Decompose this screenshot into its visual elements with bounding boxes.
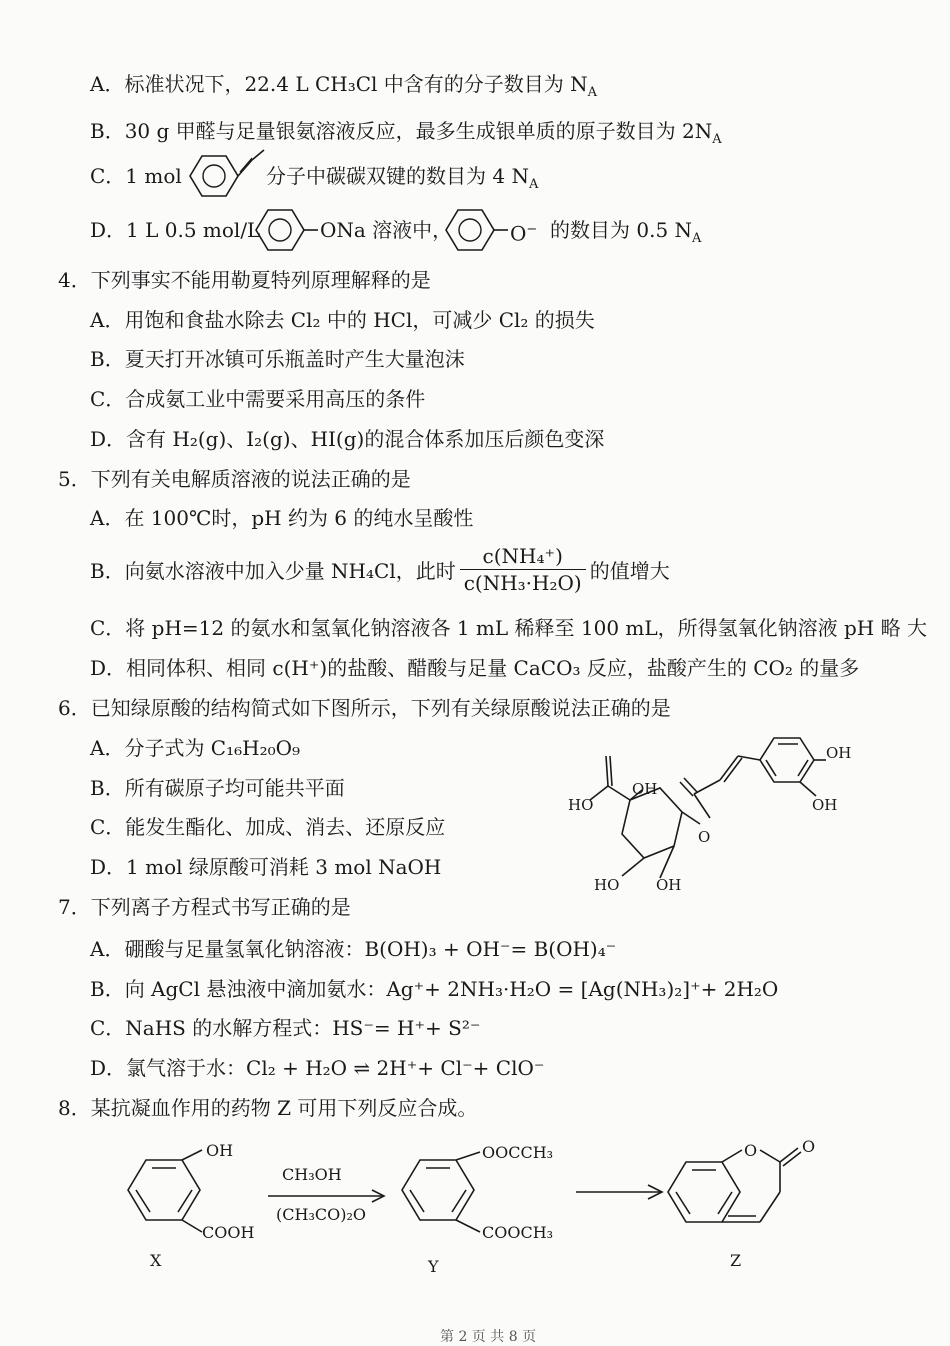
q4-option-c: C．合成氨工业中需要采用高压的条件 [90,387,426,411]
q3-option-d-sub: A [692,231,702,246]
q5-option-c: C．将 pH=12 的氨水和氢氧化钠溶液各 1 mL 稀释至 100 mL，所得氢氧化钠溶液 pH 略 大 [90,616,927,640]
q3-option-d-ona: ONa 溶液中， [320,218,453,242]
q6-option-a: A．分子式为 C₁₆H₂₀O₉ [90,736,301,760]
phenoxide-ring-icon [440,202,510,258]
q3-option-c-pre: C．1 mol [90,164,182,188]
q3-option-d-post-text: 的数目为 0.5 N [550,218,693,242]
q5-option-a: A．在 100℃时，pH 约为 6 的纯水呈酸性 [90,506,474,530]
compound-z-label: Z [730,1251,742,1270]
q7-option-a: A．硼酸与足量氢氧化钠溶液：B(OH)₃ + OH⁻= B(OH)₄⁻ [90,937,617,961]
z-carbonyl-o-label: O [802,1140,816,1156]
q5-fraction-numerator: c(NH₄⁺) [460,543,586,570]
q4-option-d: D．含有 H₂(g)、I₂(g)、HI(g)的混合体系加压后颜色变深 [90,427,605,451]
q3-option-a [90,70,597,107]
phenyl-ring-icon [250,202,320,258]
q3-option-c-post [266,162,538,199]
q5-fraction-denominator: c(NH₃·H₂O) [463,571,582,595]
chlorogenic-o-ester: O [698,828,711,846]
q3-option-d-pre-text: D．1 L 0.5 mol/L [90,218,261,242]
q6-option-d: D．1 mol 绿原酸可消耗 3 mol NaOH [90,855,442,879]
reaction-scheme [110,1140,840,1280]
q3-option-d-ominus-text: O [510,221,527,246]
q5-option-b-post: 的值增大 [589,559,670,583]
q3-option-a-sub: A [587,85,598,100]
q3-option-b-sub: A [712,132,722,147]
q4-option-a: A．用饱和食盐水除去 Cl₂ 中的 HCl，可减少 Cl₂ 的损失 [90,308,595,332]
chlorogenic-acid-structure [560,730,860,900]
q6-option-b: B．所有碳原子均可能共平面 [90,776,345,800]
chlorogenic-oh-top: OH [826,744,852,762]
q5-option-b-fraction [460,543,586,596]
q6-stem: 6．已知绿原酸的结构简式如下图所示，下列有关绿原酸说法正确的是 [58,696,671,720]
x-oh-label: OH [206,1141,234,1160]
q8-stem: 8．某抗凝血作用的药物 Z 可用下列反应合成。 [58,1096,478,1120]
styrene-structure-icon [180,148,270,204]
q4-stem: 4．下列事实不能用勒夏特列原理解释的是 [58,268,431,292]
chlorogenic-oh-ring: OH [632,780,658,798]
q6-option-c: C．能发生酯化、加成、消去、还原反应 [90,815,446,839]
q5-option-b-pre: B．向氨水溶液中加入少量 NH₄Cl，此时 [90,559,456,583]
q7-option-c: C．NaHS 的水解方程式：HS⁻= H⁺+ S²⁻ [90,1016,481,1040]
q3-option-c-post-text: 分子中碳碳双键的数目为 4 N [266,164,529,188]
q7-option-d: D．氯气溶于水：Cl₂ + H₂O ⇌ 2H⁺+ Cl⁻+ ClO⁻ [90,1056,545,1080]
q3-option-c-sub: A [528,177,539,192]
q5-option-b [90,543,670,596]
q3-option-d-pre [90,216,260,244]
q3-option-d-ominus: O− [510,221,538,246]
chlorogenic-ho-bottom: HO [594,876,620,894]
q7-stem: 7．下列离子方程式书写正确的是 [58,895,351,919]
q7-option-b: B．向 AgCl 悬浊液中滴加氨水：Ag⁺+ 2NH₃·H₂O = [Ag(NH₃)₂]⁺+ 2H₂O [90,977,779,1001]
q3-option-a-text: A．标准状况下，22.4 L CH₃Cl 中含有的分子数目为 N [90,72,588,96]
reagent-methanol: CH₃OH [282,1165,342,1184]
y-bottom-label: COOCH₃ [482,1223,554,1242]
z-ring-o-label: O [744,1141,758,1160]
compound-y-label: Y [428,1257,439,1276]
q5-option-d: D．相同体积、相同 c(H⁺)的盐酸、醋酸与足量 CaCO₃ 反应，盐酸产生的 CO₂ 的量多 [90,656,860,680]
chlorogenic-oh-second: OH [812,796,838,814]
page-footer: 第 2 页 共 8 页 [440,1329,537,1345]
chlorogenic-ho-acid: HO [568,796,594,814]
y-top-label: OOCCH₃ [482,1143,554,1162]
q4-option-b: B．夏天打开冰镇可乐瓶盖时产生大量泡沫 [90,347,465,371]
reagent-anhydride: (CH₃CO)₂O [276,1205,366,1224]
x-cooh-label: COOH [202,1223,255,1242]
compound-x-label: X [150,1251,162,1270]
q3-option-b-text: B．30 g 甲醛与足量银氨溶液反应，最多生成银单质的原子数目为 2N [90,119,713,143]
q5-stem: 5．下列有关电解质溶液的说法正确的是 [58,467,411,491]
q3-option-c [90,162,182,190]
q3-option-d-post [550,216,701,253]
chlorogenic-oh-bottom: OH [656,876,682,894]
